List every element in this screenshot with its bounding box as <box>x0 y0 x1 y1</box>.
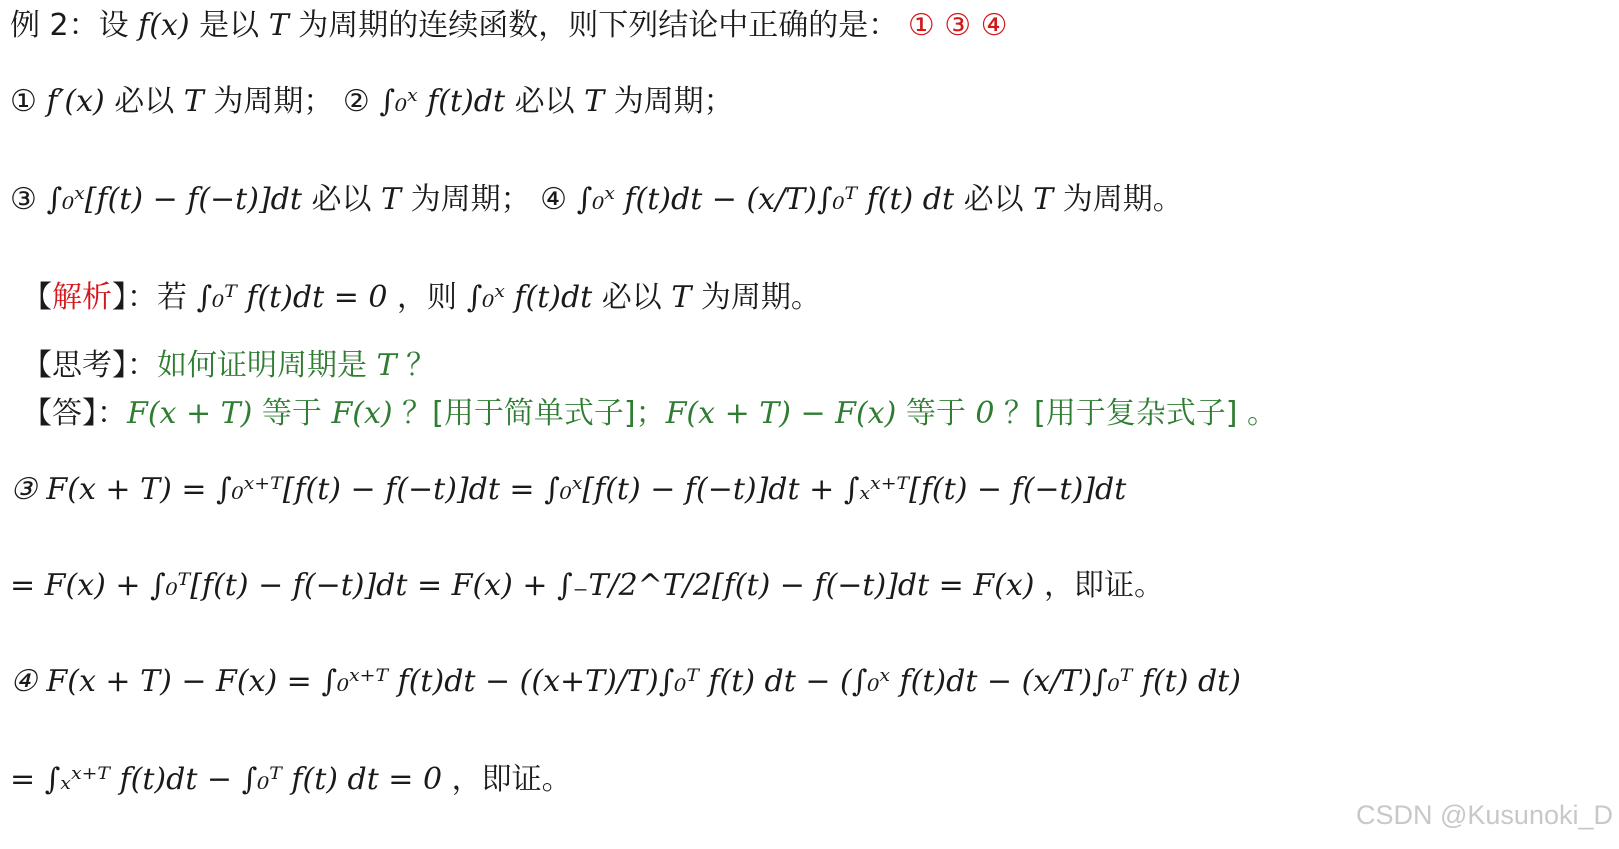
answer-end: 。 <box>1247 396 1278 431</box>
think-question-mark: ？ <box>406 348 437 383</box>
option-3-expression: ∫₀ˣ[f(t) − f(−t)]dt <box>46 182 302 217</box>
option-2-text-a: 必以 <box>514 84 575 119</box>
example-statement <box>10 6 1008 46</box>
analysis-text-a: 必以 <box>601 280 662 315</box>
period-T: T <box>268 8 289 43</box>
analysis-bracket-open: 【 <box>22 280 52 315</box>
option-4-number: ④ <box>540 182 568 217</box>
answer-expr-2: F(x) <box>331 396 393 431</box>
watermark: CSDN @Kusunoki_D <box>1355 800 1613 830</box>
analysis-period: T <box>671 280 692 315</box>
think-label: 【思考】： <box>22 348 157 383</box>
correct-answers: ① ③ ④ <box>907 8 1008 43</box>
option-2-number: ② <box>342 84 370 119</box>
proof-4-line-1: ④ F(x + T) − F(x) = ∫₀ˣ⁺ᵀ f(t)dt − ((x+T)/T)∫₀ᵀ f(t) dt − (∫₀ˣ f(t)dt − (x/T)∫₀ᵀ f(t) dt) <box>10 664 1241 699</box>
answer-text-1: 等于 <box>261 396 322 431</box>
proof-3-line-1: ③ F(x + T) = ∫₀ˣ⁺ᵀ[f(t) − f(−t)]dt = ∫₀ˣ[f(t) − f(−t)]dt + ∫ₓˣ⁺ᵀ[f(t) − f(−t)]dt <box>10 472 1127 507</box>
option-3-text-b: 为周期； <box>410 182 531 217</box>
options-line-1 <box>10 82 734 122</box>
option-4-text-b: 为周期。 <box>1062 182 1183 217</box>
option-4-text-a: 必以 <box>963 182 1024 217</box>
function-fx: f(x) <box>138 8 190 43</box>
answer-line <box>22 394 1277 434</box>
example-mid1: 是以 <box>199 8 260 43</box>
think-line <box>22 346 436 386</box>
answer-expr-4: 0 <box>975 396 995 431</box>
answer-expr-3: F(x + T) − F(x) <box>665 396 897 431</box>
example-prefix: 例 2：设 <box>10 8 129 43</box>
example-mid2: 为周期的连续函数，则下列结论中正确的是： <box>298 8 899 43</box>
options-line-2 <box>10 180 1183 220</box>
proof-4-conclusion: ，即证。 <box>451 762 572 797</box>
answer-text-3: 等于 <box>905 396 966 431</box>
proof-3-line-2-expression: = F(x) + ∫₀ᵀ[f(t) − f(−t)]dt = F(x) + ∫₋T/2^T/2[f(t) − f(−t)]dt = F(x) <box>10 568 1035 603</box>
analysis-bracket-close: 】：若 <box>112 280 187 315</box>
analysis-integral: ∫₀ˣ f(t)dt <box>466 280 593 315</box>
option-1-text-b: 为周期； <box>213 84 334 119</box>
analysis-label: 解析 <box>52 280 112 315</box>
think-period: T <box>376 348 397 383</box>
proof-4-line-2 <box>10 760 572 800</box>
option-1-number: ① <box>10 84 37 119</box>
analysis-mid: ，则 <box>397 280 458 315</box>
option-2-text-b: 为周期； <box>613 84 734 119</box>
option-3-text-a: 必以 <box>311 182 372 217</box>
proof-3-conclusion: ，即证。 <box>1044 568 1165 603</box>
option-4-expression: ∫₀ˣ f(t)dt − (x/T)∫₀ᵀ f(t) dt <box>576 182 955 217</box>
option-1-text-a: 必以 <box>114 84 175 119</box>
option-3-period: T <box>381 182 402 217</box>
proof-3-line-2 <box>10 566 1164 606</box>
analysis-condition: ∫₀ᵀ f(t)dt = 0 <box>196 280 388 315</box>
option-3-number: ③ <box>10 182 37 217</box>
answer-text-2: ？[用于简单式子]； <box>402 396 666 431</box>
option-2-expression: ∫₀ˣ f(t)dt <box>379 84 506 119</box>
answer-label: 【答】： <box>22 396 127 431</box>
answer-text-4: ？[用于复杂式子] <box>1004 396 1238 431</box>
proof-4-line-2-expression: = ∫ₓˣ⁺ᵀ f(t)dt − ∫₀ᵀ f(t) dt = 0 <box>10 762 443 797</box>
option-2-period: T <box>584 84 605 119</box>
think-question: 如何证明周期是 <box>157 348 367 383</box>
analysis-text-b: 为周期。 <box>700 280 821 315</box>
option-1-period: T <box>183 84 204 119</box>
analysis-line <box>22 278 821 318</box>
answer-expr-1: F(x + T) <box>127 396 253 431</box>
option-4-period: T <box>1033 182 1054 217</box>
option-1-expression: f′(x) <box>46 84 105 119</box>
